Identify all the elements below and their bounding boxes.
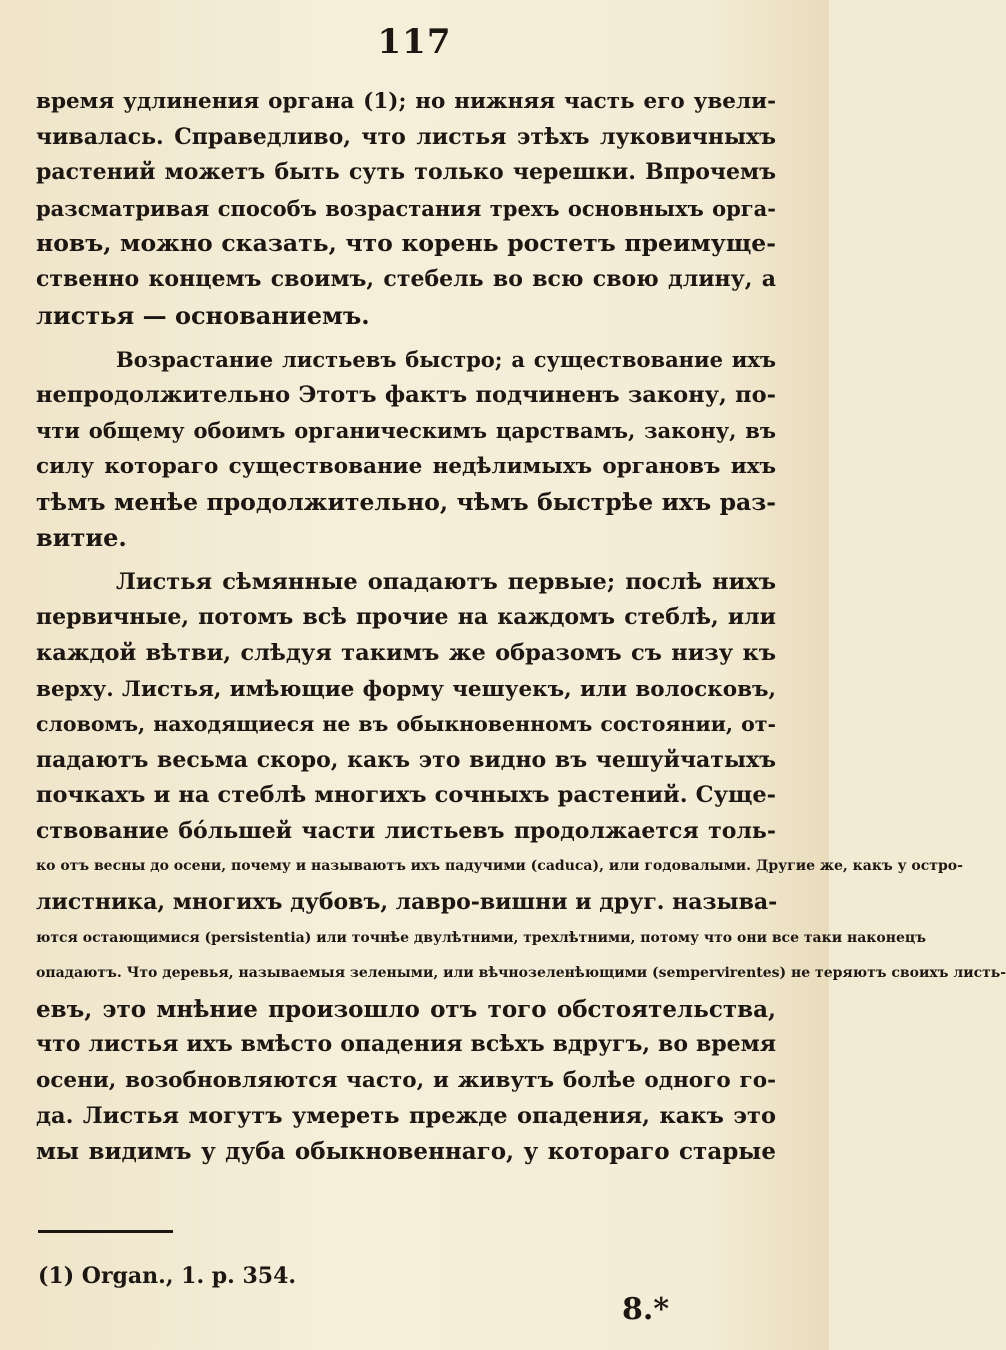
text-line: каждой вѣтви, слѣдуя такимъ же образомъ съ низу къ: [36, 639, 776, 666]
text-line: новъ, можно сказать, что корень ростетъ преимуще-: [36, 229, 776, 258]
text-line: ются остающимися (persistentia) или точнѣе двулѣтними, трехлѣтними, потому что они все таки наконецъ: [36, 929, 926, 946]
signature-mark: 8.*: [622, 1292, 670, 1327]
page-number: 117: [377, 22, 452, 62]
text-line: чивалась. Справедливо, что листья этѣхъ луковичныхъ: [36, 123, 776, 150]
text-line: опадаютъ. Что деревья, называемыя зелеными, или вѣчнозеленѣющими (sempervirentes) не теряютъ своихъ листь-: [36, 965, 1006, 982]
text-line: Возрастание листьевъ быстро; а существование ихъ: [116, 347, 776, 373]
text-line: витие.: [36, 523, 127, 553]
text-line: мы видимъ у дуба обыкновеннаго, у котораго старые: [36, 1138, 776, 1166]
text-line: да. Листья могутъ умереть прежде опадения, какъ это: [36, 1102, 776, 1129]
text-line: что листья ихъ вмѣсто опадения всѣхъ вдругъ, во время: [36, 1031, 776, 1058]
text-line: осени, возобновляются часто, и живутъ болѣе одного го-: [36, 1068, 776, 1094]
text-line: тѣмъ менѣе продолжительно, чѣмъ быстрѣе ихъ раз-: [36, 487, 776, 516]
text-line: верху. Листья, имѣющие форму чешуекъ, или волосковъ,: [36, 676, 776, 702]
footnote: (1) Organ., 1. p. 354.: [38, 1263, 297, 1289]
text-line: ко отъ весны до осени, почему и называютъ ихъ падучими (caduca), или годовалыми. Другие же, какъ у остро-: [36, 858, 963, 875]
text-line: словомъ, находящиеся не въ обыкновенномъ состоянии, от-: [36, 712, 776, 737]
text-line: листника, многихъ дубовъ, лавро-вишни и друг. называ-: [36, 889, 778, 916]
text-line: растений можетъ быть суть только черешки. Впрочемъ: [36, 159, 776, 186]
text-line: падаютъ весьма скоро, какъ это видно въ чешуйчатыхъ: [36, 746, 776, 773]
text-line: непродолжительно Этотъ фактъ подчиненъ закону, по-: [36, 381, 776, 408]
footnote-rule: [38, 1230, 173, 1233]
paragraph-gap: [36, 556, 776, 565]
text-line: ственно концемъ своимъ, стебель во всю свою длину, а: [36, 265, 776, 292]
text-line: разсматривая способъ возрастания трехъ основныхъ орга-: [36, 195, 776, 221]
text-line: почкахъ и на стеблѣ многихъ сочныхъ растений. Суще-: [36, 782, 776, 809]
text-line: силу котораго существование недѣлимыхъ органовъ ихъ: [36, 453, 776, 479]
text-line: время удлинения органа (1); но нижняя часть его увели-: [36, 89, 776, 114]
paragraph-gap: [36, 333, 776, 342]
text-line: первичные, потомъ всѣ прочие на каждомъ стеблѣ, или: [36, 604, 776, 631]
body-text: [36, 84, 1006, 1170]
text-line: Листья сѣмянные опадаютъ первые; послѣ нихъ: [116, 568, 776, 595]
text-line: ствование бо́льшей части листьевъ продолжается толь-: [36, 817, 776, 844]
text-line: листья — основаниемъ.: [36, 300, 370, 330]
text-line: евъ, это мнѣние произошло отъ того обстоятельства,: [36, 995, 776, 1023]
text-line: чти общему обоимъ органическимъ царствамъ, закону, въ: [36, 418, 776, 444]
